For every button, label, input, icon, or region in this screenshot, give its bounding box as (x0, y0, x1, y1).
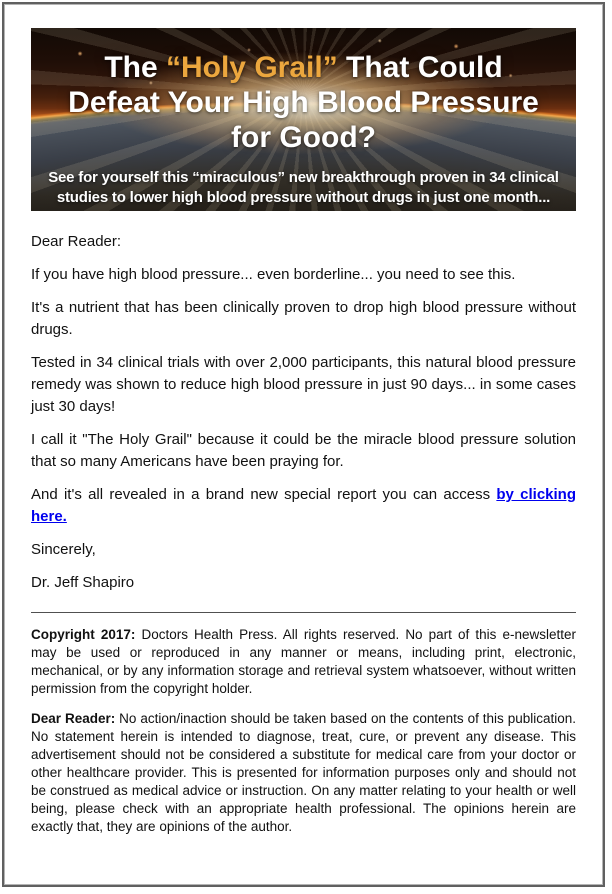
copyright-paragraph (31, 626, 576, 698)
author-signature: Dr. Jeff Shapiro (31, 574, 135, 591)
headline-segment: Defeat Your High Blood Pressure (68, 86, 539, 119)
closing: Sincerely, (31, 541, 96, 558)
letter-body (31, 231, 576, 836)
disclaimer-label: Dear Reader: (31, 711, 116, 726)
headline-highlight: “Holy Grail” (165, 51, 338, 84)
cta-text: And it's all revealed in a brand new special report you can access (31, 486, 497, 503)
letter-paragraph: I call it "The Holy Grail" because it could be the miracle blood pressure solution that so many Americans have been praying for. (31, 431, 576, 470)
letter-paragraph: If you have high blood pressure... even borderline... you need to see this. (31, 266, 516, 283)
cta-paragraph (31, 484, 576, 528)
hero-headline (39, 50, 568, 155)
salutation: Dear Reader: (31, 233, 122, 250)
headline-segment: for Good? (231, 121, 376, 154)
copyright-text: Doctors Health Press. All rights reserved. No part of this e-newsletter may be used or reproduced in any manner or means, including print, electronic, mechanical, or by any information storage and retrieval system whatsoever, without written permission from the copyright holder. (31, 627, 576, 696)
hero-subheadline (37, 168, 570, 208)
letter-paragraph: Tested in 34 clinical trials with over 2,000 participants, this natural blood pressure remedy was shown to reduce high blood pressure in just 90 days... in some cases just 30 days! (31, 354, 576, 415)
headline-segment: That Could (337, 51, 503, 84)
letter-paragraph: It's a nutrient that has been clinically proven to drop high blood pressure without drugs. (31, 299, 576, 338)
subheadline-line: studies to lower high blood pressure without drugs in just one month... (56, 189, 551, 206)
disclaimer-paragraph (31, 710, 576, 836)
subheadline-line: See for yourself this “miraculous” new breakthrough proven in 34 clinical (48, 169, 559, 186)
footer-divider (31, 612, 576, 613)
headline-segment: The (104, 51, 166, 84)
by-clicking-here-link[interactable]: by clicking here. (31, 486, 576, 525)
copyright-label: Copyright 2017: (31, 627, 136, 642)
newsletter-page (2, 2, 605, 887)
disclaimer-text: No action/inaction should be taken based on the contents of this publication. No statement herein is intended to diagnose, treat, cure, or prevent any disease. This advertisement should not be considered a substitute for medical care from your doctor or other healthcare provider. This is presented for information purposes only and should not be construed as medical advice or instruction. On any matter relating to your health or well being, please check with an appropriate health professional. The opinions herein are exactly that, they are opinions of the author. (31, 711, 576, 834)
hero-banner-image (31, 28, 576, 211)
